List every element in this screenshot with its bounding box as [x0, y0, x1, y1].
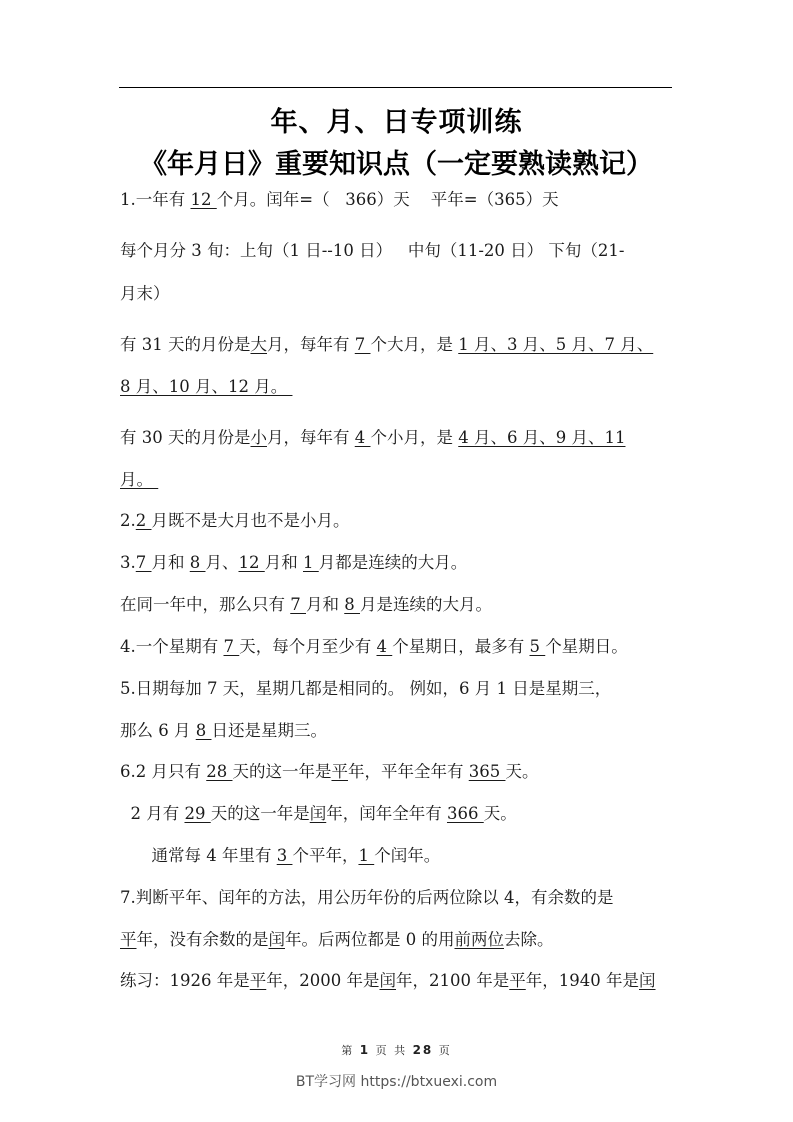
text-segment: 个闰年。 [374, 846, 441, 865]
answer-blank: 28 [206, 762, 233, 781]
text-line [120, 677, 680, 701]
answer-blank: 平 [509, 971, 526, 990]
answer-blank: 1 [303, 553, 319, 572]
document-title: 年、月、日专项训练 [270, 107, 523, 138]
answer-blank: 4 [354, 428, 371, 447]
text-segment: 1.一年有 [120, 190, 191, 209]
text-segment: 月和 [151, 553, 190, 572]
text-segment: 2. [120, 511, 136, 530]
answer-blank: 4 月、6 月、9 月、11 [458, 428, 626, 447]
watermark-link[interactable]: BT学习网 https://btxuexi.com [295, 1074, 498, 1090]
answer-blank: 1 月、3 月、5 月、7 月、 [458, 335, 654, 354]
answer-blank: 8 [195, 721, 212, 740]
text-segment: 年，2100 年是 [396, 971, 510, 990]
text-segment: 年，闰年全年有 [326, 804, 447, 823]
text-segment: 月，每年有 [267, 428, 355, 447]
text-segment: 个星期日。 [545, 637, 628, 656]
text-segment: 年，平年全年有 [347, 762, 469, 781]
text-segment: 月都是连续的大月。 [318, 553, 468, 572]
text-segment: 年，没有余数的是 [136, 930, 269, 949]
text-segment: 年，2000 年是 [266, 971, 380, 990]
answer-blank: 7 [354, 335, 371, 354]
answer-blank: 12 [190, 190, 217, 209]
text-segment: 天的这一年是 [210, 804, 310, 823]
answer-blank: 7 [223, 637, 240, 656]
text-line [120, 802, 680, 826]
text-segment: 5.日期每加 7 天，星期几都是相同的。 例如，6 月 1 日是星期三， [120, 679, 612, 698]
text-segment: 个星期日，最多有 [392, 637, 530, 656]
answer-blank: 平 [331, 762, 348, 781]
text-segment: 天。 [483, 804, 517, 823]
text-segment: 3. [120, 553, 136, 572]
page-total: 28 [412, 1043, 434, 1057]
answer-blank: 闰 [309, 804, 327, 823]
answer-blank: 2 [135, 511, 152, 530]
answer-blank: 12 [238, 553, 265, 572]
text-segment: 月、 [205, 553, 239, 572]
text-line [120, 426, 680, 450]
text-segment: 月末） [120, 284, 170, 303]
text-line [120, 239, 680, 263]
text-segment: 在同一年中，那么只有 [120, 595, 291, 614]
text-line [120, 886, 680, 910]
answer-blank: 小 [250, 428, 267, 447]
page-current: 1 [359, 1043, 371, 1057]
text-line [120, 635, 680, 659]
answer-blank: 闰 [639, 971, 656, 990]
text-line [120, 375, 680, 399]
text-segment: 去除。 [504, 930, 554, 949]
text-segment: 日还是星期三。 [211, 721, 327, 740]
answer-blank: 7 [135, 553, 152, 572]
answer-blank: 8 [344, 595, 360, 614]
page-number [0, 1042, 793, 1058]
text-segment: 月和 [306, 595, 345, 614]
text-segment: 个大月，是 [370, 335, 459, 354]
text-segment: 天。 [505, 762, 539, 781]
text-line [120, 509, 680, 533]
answer-blank: 8 月、10 月、12 月。 [120, 377, 293, 396]
answer-blank: 366 [446, 804, 484, 823]
answer-blank: 平 [120, 930, 137, 949]
text-segment: 月和 [264, 553, 303, 572]
answer-blank: 闰 [268, 930, 285, 949]
text-line [120, 333, 680, 357]
page-suffix: 页 [438, 1044, 452, 1057]
text-line [120, 468, 680, 492]
text-line [120, 928, 680, 952]
answer-blank: 3 [276, 846, 293, 865]
text-segment: 月是连续的大月。 [360, 595, 492, 614]
answer-blank: 5 [529, 637, 546, 656]
answer-blank: 4 [376, 637, 393, 656]
document-subtitle: 《年月日》重要知识点（一定要熟读熟记） [140, 149, 653, 180]
text-line [120, 282, 680, 306]
text-segment: 个小月，是 [370, 428, 459, 447]
text-line [120, 593, 680, 617]
text-segment: 每个月分 3 旬：上旬（1 日--10 日） 中旬（11-20 日） 下旬（21- [120, 241, 625, 260]
text-segment: 个平年， [292, 846, 359, 865]
answer-blank: 7 [290, 595, 306, 614]
answer-blank: 闰 [379, 971, 396, 990]
answer-blank: 平 [249, 971, 267, 990]
text-segment: 2 月有 [120, 804, 185, 823]
text-segment: 天的这一年是 [232, 762, 332, 781]
answer-blank: 29 [184, 804, 211, 823]
text-line [120, 760, 680, 784]
page-prefix: 第 [341, 1044, 355, 1057]
page-mid: 页 共 [375, 1044, 408, 1057]
text-segment: 个月。闰年=（ 366）天 平年=（365）天 [216, 190, 559, 209]
text-line [120, 719, 680, 743]
text-segment: 年，1940 年是 [525, 971, 639, 990]
text-segment: 有 31 天的月份是 [120, 335, 251, 354]
text-line [120, 844, 680, 868]
text-line [120, 188, 680, 212]
answer-blank: 365 [468, 762, 506, 781]
text-segment: 通常每 4 年里有 [120, 846, 277, 865]
text-segment: 6.2 月只有 [120, 762, 207, 781]
answer-blank: 大 [250, 335, 267, 354]
text-line [120, 969, 680, 993]
text-segment: 练习：1926 年是 [120, 971, 250, 990]
text-segment: 天，每个月至少有 [239, 637, 377, 656]
text-segment: 年。后两位都是 0 的用 [285, 930, 455, 949]
header-rule [119, 87, 672, 88]
text-segment: 7.判断平年、闰年的方法，用公历年份的后两位除以 4，有余数的是 [120, 888, 614, 907]
text-segment: 4.一个星期有 [120, 637, 224, 656]
answer-blank: 月。 [120, 470, 159, 489]
text-line [120, 551, 680, 575]
answer-blank: 前两位 [454, 930, 504, 949]
answer-blank: 8 [189, 553, 206, 572]
text-segment: 月既不是大月也不是小月。 [151, 511, 350, 530]
text-segment: 那么 6 月 [120, 721, 196, 740]
text-segment: 有 30 天的月份是 [120, 428, 251, 447]
text-segment: 月，每年有 [267, 335, 355, 354]
answer-blank: 1 [358, 846, 375, 865]
